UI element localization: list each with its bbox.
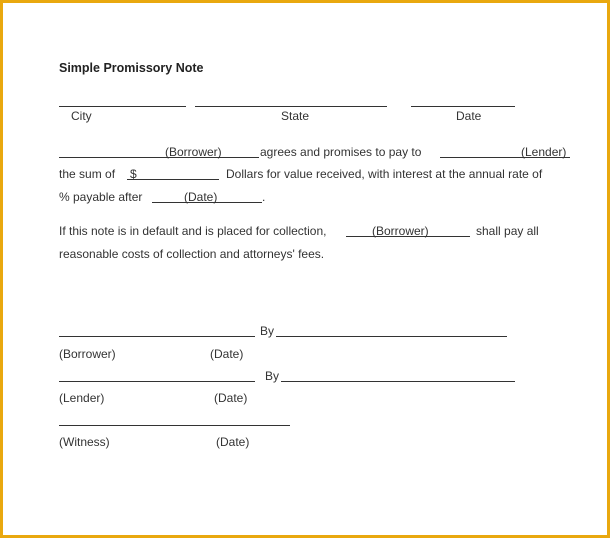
borrower-by-line [276, 336, 507, 337]
collection-borrower-label: (Borrower) [372, 224, 429, 238]
lender-signature-line [59, 381, 255, 382]
period: . [262, 190, 266, 204]
borrower-signature-label: (Borrower) [59, 347, 116, 361]
sum-of-text: the sum of [59, 167, 116, 181]
dollar-sign: $ [130, 167, 137, 181]
city-line [59, 106, 186, 107]
lender-signature-label: (Lender) [59, 391, 105, 405]
borrower-label: (Borrower) [165, 145, 222, 159]
witness-signature-label: (Witness) [59, 435, 110, 449]
date-line [411, 106, 515, 107]
state-line [195, 106, 387, 107]
shall-pay-text: shall pay all [476, 224, 539, 238]
agrees-text: agrees and promises to pay to [260, 145, 422, 159]
borrower-by-label: By [260, 324, 275, 338]
witness-date-label: (Date) [216, 435, 250, 449]
lender-by-label: By [265, 369, 280, 383]
witness-signature-line [59, 425, 290, 426]
borrower-date-label: (Date) [210, 347, 244, 361]
city-label: City [71, 109, 92, 123]
dollars-text: Dollars for value received, with interest at the annual rate of [226, 167, 543, 181]
date-label: Date [456, 109, 482, 123]
costs-text: reasonable costs of collection and attorneys' fees. [59, 247, 325, 261]
payable-date-label: (Date) [184, 190, 218, 204]
payable-after-text: % payable after [59, 190, 143, 204]
borrower-signature-line [59, 336, 255, 337]
amount-blank-line [127, 179, 219, 180]
lender-label: (Lender) [521, 145, 567, 159]
state-label: State [281, 109, 310, 123]
default-clause-text: If this note is in default and is placed for collection, [59, 224, 327, 238]
document-title: Simple Promissory Note [59, 61, 204, 75]
borrower-blank-line [59, 157, 259, 158]
lender-by-line [281, 381, 515, 382]
lender-date-label: (Date) [214, 391, 248, 405]
